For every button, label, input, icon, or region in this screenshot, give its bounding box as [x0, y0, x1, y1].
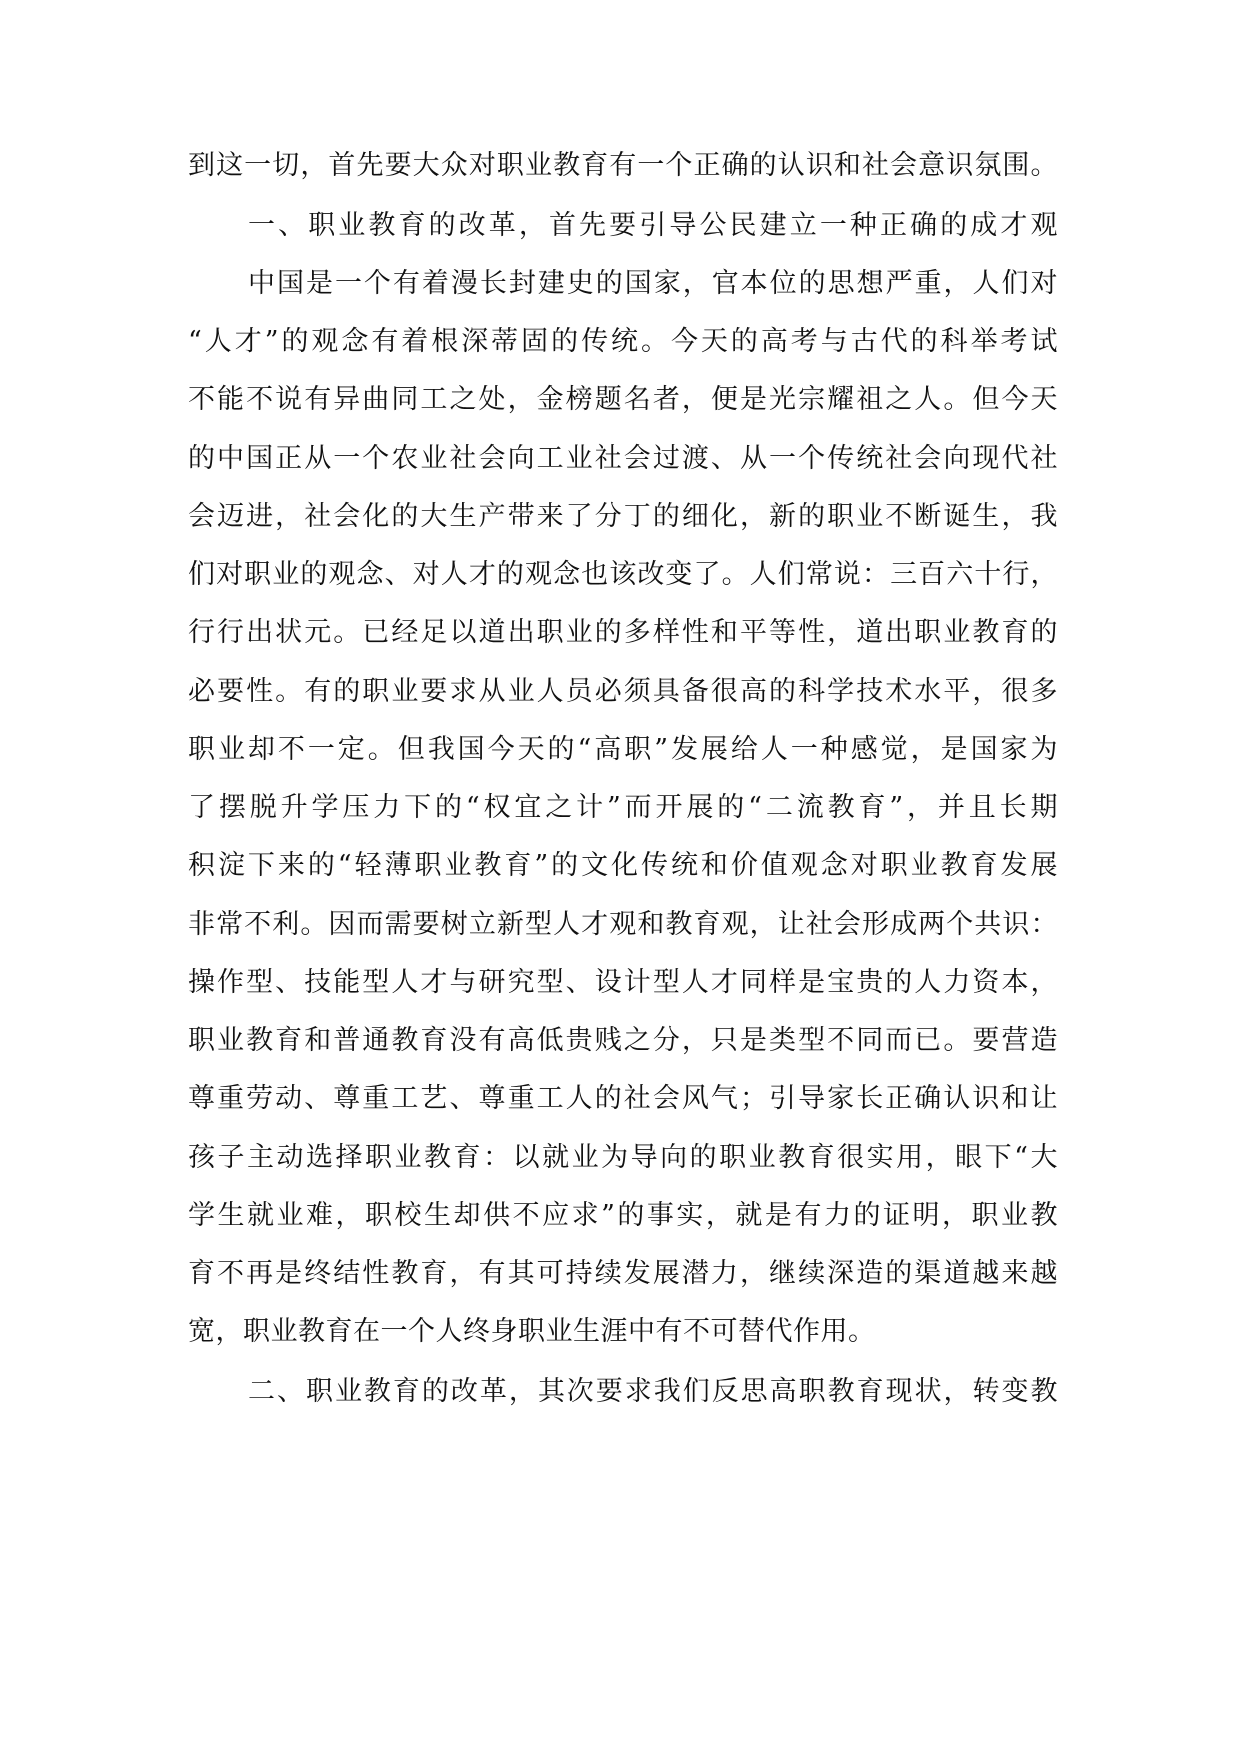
paragraph-line: 职业却不一定。但我国今天的“高职”发展给人一种感觉，是国家为	[188, 734, 1058, 765]
paragraph-line: 尊重劳动、尊重工艺、尊重工人的社会风气；引导家长正确认识和让	[188, 1083, 1058, 1114]
paragraph-line: 宽，职业教育在一个人终身职业生涯中有不可替代作用。	[188, 1316, 876, 1347]
paragraph-line: 行行出状元。已经足以道出职业的多样性和平等性，道出职业教育的	[188, 617, 1058, 648]
section-heading: 一、职业教育的改革，首先要引导公民建立一种正确的成才观	[248, 210, 1058, 241]
paragraph-line: 中国是一个有着漫长封建史的国家，官本位的思想严重，人们对	[248, 268, 1058, 299]
paragraph-line: 了摆脱升学压力下的“权宜之计”而开展的“二流教育”，并且长期	[188, 792, 1058, 823]
paragraph-line: “人才”的观念有着根深蒂固的传统。今天的高考与古代的科举考试	[188, 326, 1058, 357]
paragraph-line: 必要性。有的职业要求从业人员必须具备很高的科学技术水平，很多	[188, 676, 1058, 707]
paragraph-line: 育不再是终结性教育，有其可持续发展潜力，继续深造的渠道越来越	[188, 1258, 1058, 1289]
paragraph-line: 学生就业难，职校生却供不应求”的事实，就是有力的证明，职业教	[188, 1200, 1058, 1231]
paragraph-line: 孩子主动选择职业教育：以就业为导向的职业教育很实用，眼下“大	[188, 1142, 1058, 1173]
paragraph-line: 非常不利。因而需要树立新型人才观和教育观，让社会形成两个共识：	[188, 909, 1058, 940]
paragraph-line: 不能不说有异曲同工之处，金榜题名者，便是光宗耀祖之人。但今天	[188, 384, 1058, 415]
paragraph-line: 会迈进，社会化的大生产带来了分丁的细化，新的职业不断诞生，我	[188, 501, 1058, 532]
paragraph-line: 积淀下来的“轻薄职业教育”的文化传统和价值观念对职业教育发展	[188, 850, 1058, 881]
paragraph-line: 操作型、技能型人才与研究型、设计型人才同样是宝贵的人力资本，	[188, 967, 1058, 998]
paragraph-line: 职业教育和普通教育没有高低贵贱之分，只是类型不同而已。要营造	[188, 1025, 1058, 1056]
paragraph-line: 到这一切，首先要大众对职业教育有一个正确的认识和社会意识氛围。	[188, 150, 1058, 181]
section-heading: 二、职业教育的改革，其次要求我们反思高职教育现状，转变教	[248, 1376, 1058, 1407]
paragraph-line: 的中国正从一个农业社会向工业社会过渡、从一个传统社会向现代社	[188, 443, 1058, 474]
paragraph-line: 们对职业的观念、对人才的观念也该改变了。人们常说：三百六十行，	[188, 559, 1058, 590]
